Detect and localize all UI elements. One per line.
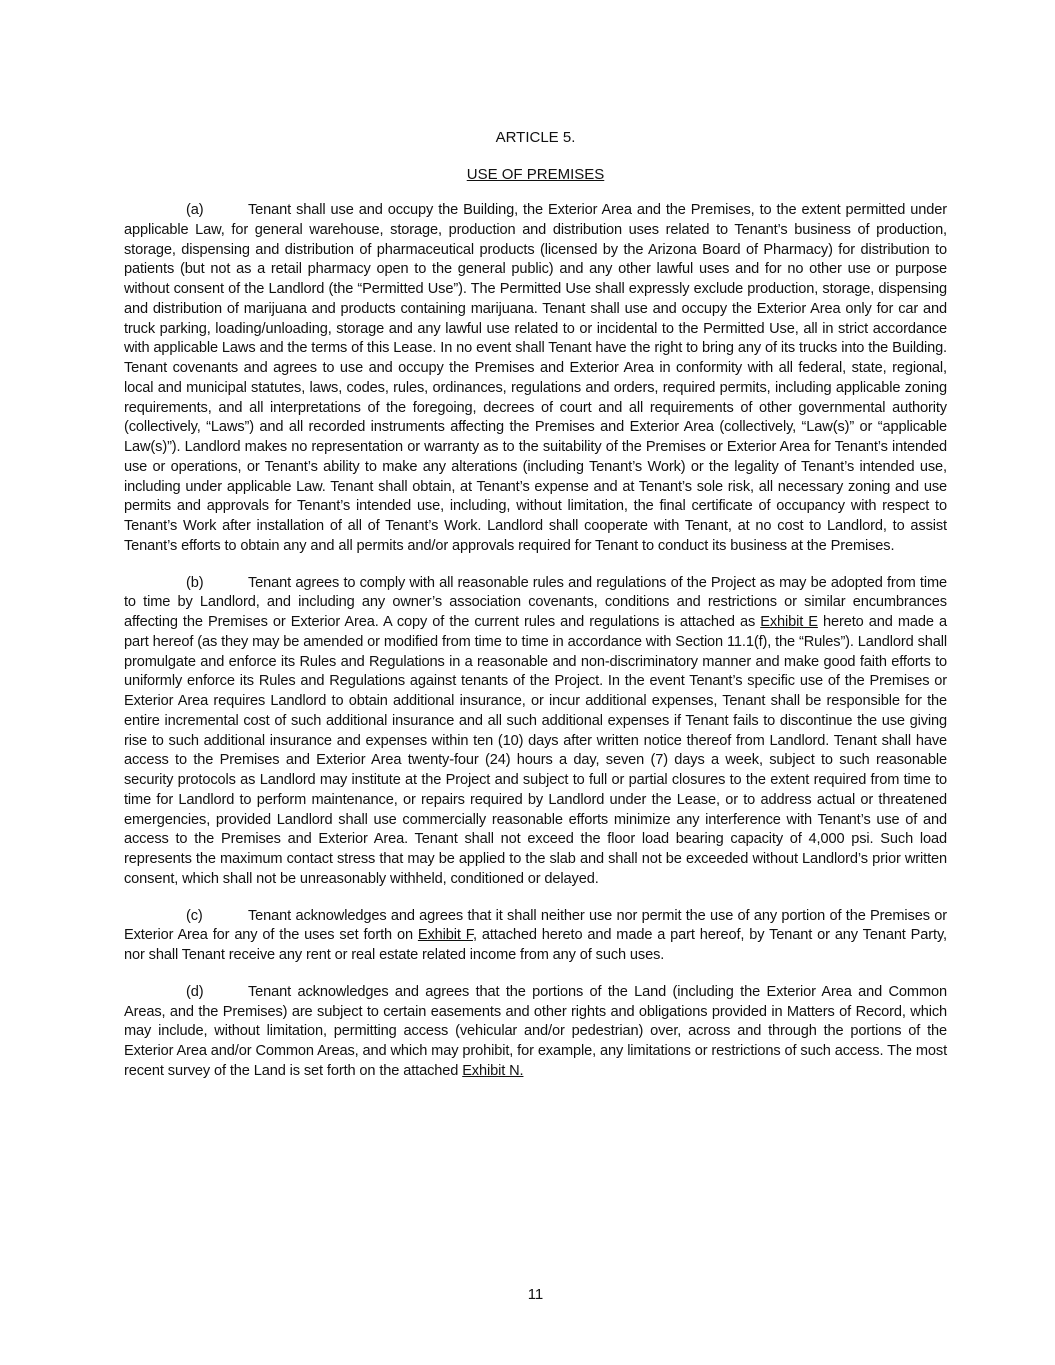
paragraph-marker: (c) [186,907,203,924]
paragraph-marker: (a) [186,202,204,218]
paragraph-b [124,574,947,890]
exhibit-f-link[interactable]: Exhibit F [417,927,473,944]
paragraph-text: Tenant acknowledges and agrees that it shall neither use nor permit the use of any portion of the Premises or Exterior Area for any of the uses set forth on [124,907,947,944]
paragraph-text: Tenant agrees to comply with all reasonable rules and regulations of the Project as may be adopted from time to time by Landlord, and including any owner’s association covenants, conditions and restrictions or similar encumbrances affecting the Premises or Exterior Area. A copy of the current rules and regulations is attached as [124,574,947,630]
section-title-wrapper [124,165,947,184]
exhibit-n-link[interactable]: Exhibit N. [462,1062,524,1079]
paragraph-text: , attached hereto and made a part hereof, by Tenant or any Tenant Party, nor shall Tenant receive any rent or real estate related income from any of such uses. [124,927,947,963]
paragraph-a [124,201,947,557]
document-body [124,201,947,1099]
paragraph-text: Tenant shall use and occupy the Building, the Exterior Area and the Premises, to the extent permitted under applicable Law, for general warehouse, storage, production and distribution uses related to Tenant’s business of production, storage, dispensing and distribution of pharmaceutical products (licensed by the Arizona Board of Pharmacy) for distribution to patients (but not as a retail pharmacy open to the general public) and any other lawful uses and for no other use or purpose without consent of the Landlord (the “Permitted Use”). The Permitted Use shall expressly exclude production, storage, dispensing and distribution of marijuana and products containing marijuana. Tenant shall use and occupy the Exterior Area only for car and truck parking, loading/unloading, storage and any lawful use related to or incidental to the Permitted Use, all in strict accordance with applicable Laws and the terms of this Lease. In no event shall Tenant have the right to bring any of its trucks into the Building. Tenant covenants and agrees to use and occupy the Premises and Exterior Area in conformity with all federal, state, regional, local and municipal statutes, laws, codes, rules, ordinances, regulations and orders, required permits, including applicable zoning requirements, and all interpretations of the foregoing, decrees of court and all requirements of other governmental authority (collectively, “Laws”) and all recorded instruments affecting the Premises and Exterior Area (collectively, “Law(s)” or “applicable Law(s)”). Landlord makes no representation or warranty as to the suitability of the Premises or Exterior Area for Tenant’s intended use or operations, or Tenant’s ability to make any alterations (including Tenant’s Work) or the legality of Tenant’s intended use, including under applicable Law. Tenant shall obtain, at Tenant’s expense and at Tenant’s sole risk, all necessary zoning and use permits and approvals for Tenant’s intended use, including, without limitation, the final certificate of occupancy with respect to Tenant’s Work after installation of all of Tenant’s Work. Landlord shall cooperate with Tenant, at no cost to Landlord, to assist Tenant’s efforts to obtain any and all permits and/or approvals required for Tenant to conduct its business at the Premises. [124,202,947,554]
page-number: 11 [527,1286,544,1303]
paragraph-text: Tenant acknowledges and agrees that the portions of the Land (including the Exterior Area and Common Areas, and the Premises) are subject to certain easements and other rights and obligations provided in Matters of Record, which may include, without limitation, permitting access (vehicular and/or pedestrian) over, across and through the portions of the Exterior Area and/or Common Areas, and which may prohibit, for example, any limitations or restrictions of such access. The most recent survey of the Land is set forth on the attached [124,983,947,1079]
paragraph-c [124,907,947,966]
paragraph-d [124,983,947,1082]
section-title: USE OF PREMISES [466,166,605,183]
exhibit-e-link[interactable]: Exhibit E [760,614,818,630]
paragraph-text: hereto and made a part hereof (as they may be amended or modified from time to time in accordance with Section 11.1(f), the “Rules”). Landlord shall promulgate and enforce its Rules and Regulations in a reasonable and non-discriminatory manner and make good faith efforts to uniformly enforce its Rules and Regulations against tenants of the Project. In the event Tenant’s specific use of the Premises or Exterior Area requires Landlord to obtain additional insurance, or incur additional expenses, Tenant shall be responsible for the entire incremental cost of such additional insurance and all such additional expenses if Tenant fails to discontinue the use giving rise to such additional insurance and expenses within ten (10) days after written notice thereof from Landlord. Tenant shall have access to the Premises and Exterior Area twenty-four (24) hours a day, seven (7) days a week, subject to such reasonable security protocols as Landlord may institute at the Project and subject to full or partial closures to the extent required from time to time for Landlord to perform maintenance, or repairs required by Landlord under the Lease, or to address actual or threatened emergencies, provided Landlord shall use commercially reasonable efforts minimize any interference with Tenant’s use of and access to the Premises and Exterior Area. Tenant shall not exceed the floor load bearing capacity of 4,000 psi. Such load represents the maximum contact stress that may be applied to the slab and shall not be exceeded without Landlord’s prior written consent, which shall not be unreasonably withheld, conditioned or delayed. [124,614,947,887]
article-title: ARTICLE 5. [495,129,576,146]
paragraph-marker: (d) [186,983,204,1000]
paragraph-marker: (b) [186,574,204,591]
